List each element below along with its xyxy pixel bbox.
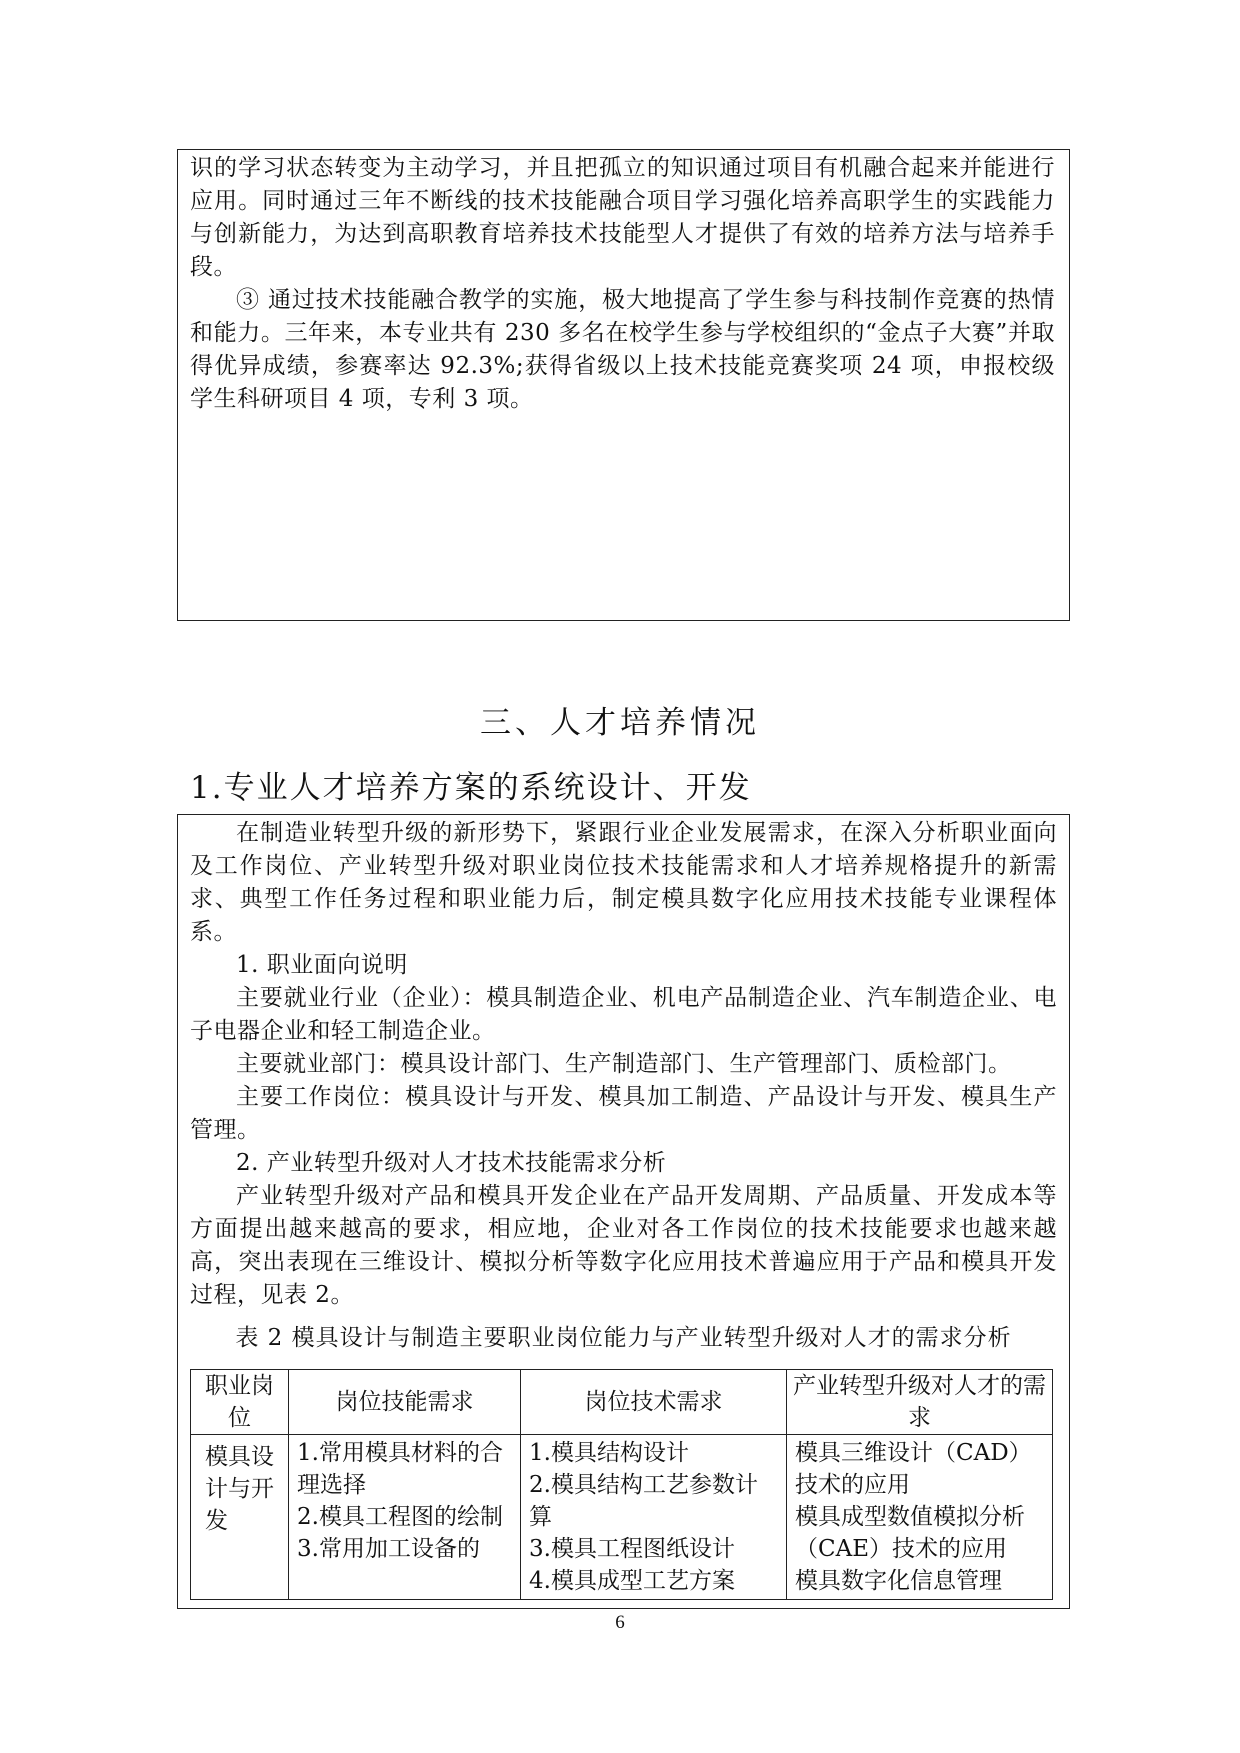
header-tech: 岗位技术需求 <box>521 1370 787 1435</box>
content-box <box>177 814 1070 1609</box>
needs-cell <box>787 1435 1053 1600</box>
paragraph: 主要工作岗位：模具设计与开发、模具加工制造、产品设计与开发、模具生产管理。 <box>190 1084 1057 1143</box>
paragraph: 在制造业转型升级的新形势下，紧跟行业企业发展需求，在深入分析职业面向及工作岗位、产业转型升级对职业岗位技术技能需求和人才培养规格提升的新需求、典型工作任务过程和职业能力后，制定模具数字化应用技术技能专业课程体系。 <box>190 820 1057 945</box>
skills-cell <box>289 1435 521 1600</box>
cell-line: 1.模具结构设计 <box>529 1440 689 1466</box>
table-caption: 表 2 模具设计与制造主要职业岗位能力与产业转型升级对人才的需求分析 <box>235 1325 1012 1351</box>
cell-line: 3.模具工程图纸设计 <box>529 1536 735 1562</box>
paragraph: 识的学习状态转变为主动学习，并且把孤立的知识通过项目有机融合起来并能进行应用。同时通过三年不断线的技术技能融合项目学习强化培养高职学生的实践能力与创新能力，为达到高职教育培养技术技能型人才提供了有效的培养方法与培养手段。 <box>190 155 1055 280</box>
paragraph: 主要就业部门：模具设计部门、生产制造部门、生产管理部门、质检部门。 <box>236 1051 1012 1077</box>
job-cell: 模具设计与开发 <box>191 1435 289 1600</box>
cell-line: 模具三维设计（CAD）技术的应用 <box>795 1440 1032 1498</box>
paragraph: 主要就业行业（企业）：模具制造企业、机电产品制造企业、汽车制造企业、电子电器企业和轻工制造企业。 <box>190 985 1057 1044</box>
subsection-title: 1.专业人才培养方案的系统设计、开发 <box>190 770 752 806</box>
cell-line: 模具成型数值模拟分析（CAE）技术的应用 <box>795 1504 1025 1562</box>
paragraph: ③ 通过技术技能融合教学的实施，极大地提高了学生参与科技制作竞赛的热情和能力。三年来，本专业共有 230 多名在校学生参与学校组织的“金点子大赛”并取得优异成绩，参赛率达 92.3%;获得省级以上技术技能竞赛奖项 24 项，申报校级学生科研项目 4 项，专利 3 项。 <box>190 287 1055 412</box>
paragraph: 2. 产业转型升级对人才技术技能需求分析 <box>236 1150 667 1176</box>
table-header-row <box>191 1370 1053 1435</box>
header-job: 职业岗位 <box>191 1370 289 1435</box>
cell-line: 1.常用模具材料的合理选择 <box>297 1440 503 1498</box>
tech-cell <box>521 1435 787 1600</box>
header-needs: 产业转型升级对人才的需求 <box>787 1370 1053 1435</box>
cell-line: 模具数字化信息管理 <box>795 1568 1002 1594</box>
section-title: 三、人才培养情况 <box>480 705 760 741</box>
paragraph: 产业转型升级对产品和模具开发企业在产品开发周期、产品质量、开发成本等方面提出越来越高的要求，相应地，企业对各工作岗位的技术技能要求也越来越高，突出表现在三维设计、模拟分析等数字化应用技术普遍应用于产品和模具开发过程，见表 2。 <box>190 1183 1057 1308</box>
paragraph: 1. 职业面向说明 <box>236 952 408 978</box>
cell-line: 4.模具成型工艺方案 <box>529 1568 735 1594</box>
cell-line: 2.模具结构工艺参数计算 <box>529 1472 758 1530</box>
cell-line: 2.模具工程图的绘制 <box>297 1504 503 1530</box>
continuation-text-box <box>177 149 1070 621</box>
page-number: 6 <box>615 1612 625 1633</box>
header-skill: 岗位技能需求 <box>289 1370 521 1435</box>
cell-line: 3.常用加工设备的 <box>297 1536 480 1562</box>
demand-analysis-table <box>190 1369 1053 1600</box>
table-row <box>191 1435 1053 1600</box>
